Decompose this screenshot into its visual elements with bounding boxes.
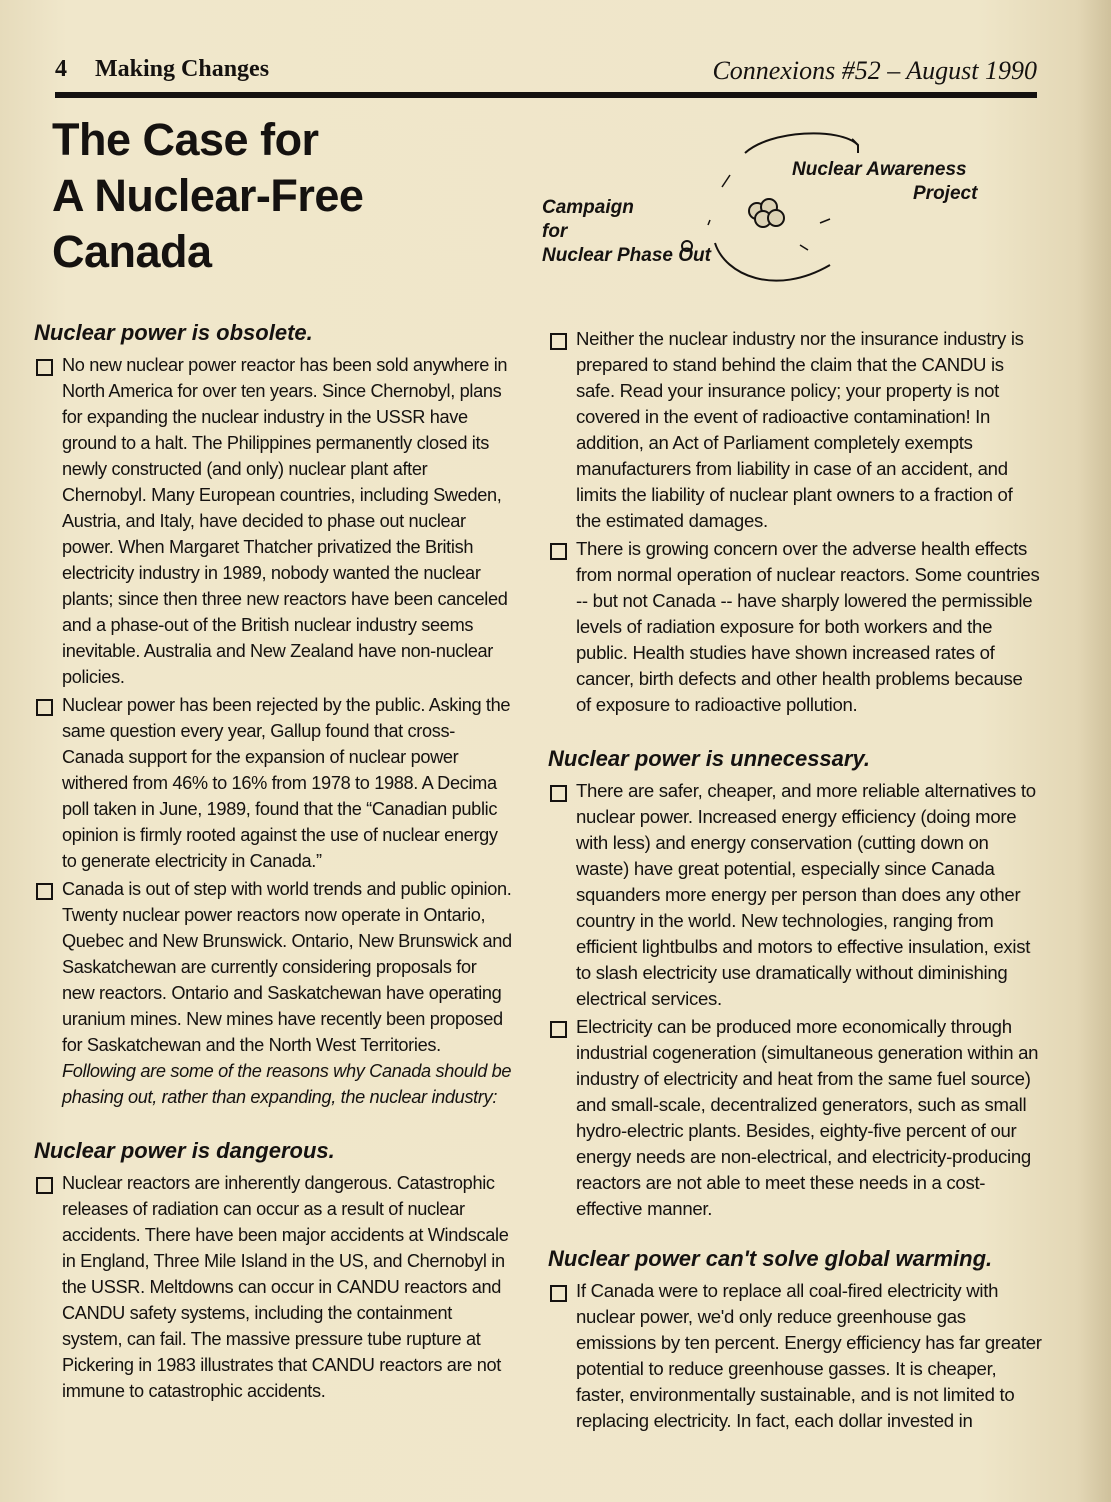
title-line: The Case for [52, 114, 319, 165]
page-header [55, 56, 1037, 90]
item-text: Electricity can be produced more economically through industrial cogeneration (simultaneous generation within an industry of electricity and heat from the same fuel source) and small-scale, decentralized generators, such as small hydro-electric plants. Besides, eighty-five percent of our energy needs are non-electrical, and electricity-producing reactors are not able to meet these needs in a cost-effective manner. [576, 1016, 1039, 1219]
item-text-main: Canada is out of step with world trends and public opinion. Twenty nuclear power reactors now operate in Ontario, Quebec and New Brunswick. Ontario, New Brunswick and Saskatchewan are currently considering proposals for new reactors. Ontario and Saskatchewan have operating uranium mines. New mines have recently been proposed for Saskatchewan and the North West Territories. [62, 879, 512, 1055]
logo-text: Nuclear Awareness [792, 159, 967, 180]
section-heading: Nuclear power is obsolete. [34, 320, 313, 345]
checkbox-icon [550, 543, 567, 560]
title-line: Canada [52, 226, 212, 277]
logo-text: for [542, 221, 568, 242]
checkbox-icon [550, 1021, 567, 1038]
checkbox-icon [550, 1285, 567, 1302]
section-heading: Nuclear power is dangerous. [34, 1138, 335, 1163]
item-text: No new nuclear power reactor has been sold anywhere in North America for over ten years. Since Chernobyl, plans for expanding the nuclear industry in the USSR have ground to a halt. The Philippines permanently closed its newly constructed (and only) nuclear plant after Chernobyl. Many European countries, including Sweden, Austria, and Italy, have decided to phase out nuclear power. When Margaret Thatcher privatized the British electricity industry in 1989, nobody wanted the nuclear plants; since then three new reactors have been canceled and a phase-out of the British nuclear industry seems inevitable. Australia and New Zealand have non-nuclear policies. [62, 355, 508, 687]
list-item [548, 1014, 1042, 1222]
list-item [34, 352, 512, 690]
article-title [52, 112, 522, 280]
item-text: There are safer, cheaper, and more reliable alternatives to nuclear power. Increased energy efficiency (doing more with less) and energy conservation (cutting down on waste) have great potential, especially since Canada squanders more energy per person than does any other country in the world. New technologies, ranging from efficient lightbulbs and motors to effective insulation, exist to slash electricity use dramatically without diminishing electrical services. [576, 780, 1036, 1009]
list-item [548, 536, 1042, 718]
section-heading: Nuclear power is unnecessary. [548, 746, 870, 771]
list-item [34, 876, 512, 1110]
logo-text: Campaign [542, 197, 634, 218]
item-text: If Canada were to replace all coal-fired electricity with nuclear power, we'd only reduce greenhouse gas emissions by ten percent. Energy efficiency has far greater potential to reduce greenhouse gasses. It is cheaper, faster, environmentally sustainable, and is not limited to replacing electricity. In fact, each dollar invested in [576, 1280, 1042, 1431]
checkbox-icon [36, 359, 53, 376]
item-text [62, 876, 512, 1110]
header-rule [55, 92, 1037, 98]
list-item [34, 1170, 512, 1404]
section-heading: Nuclear power can't solve global warming. [548, 1246, 993, 1271]
item-text: Nuclear reactors are inherently dangerous. Catastrophic releases of radiation can occur as a result of nuclear accidents. There have been major accidents at Windscale in England, Three Mile Island in the US, and Chernobyl in the USSR. Meltdowns can occur in CANDU reactors and CANDU safety systems, including the containment system, can fail. The massive pressure tube rupture at Pickering in 1983 illustrates that CANDU reactors are not immune to catastrophic accidents. [62, 1173, 509, 1401]
checkbox-icon [36, 699, 53, 716]
issue-label: Connexions #52 – August 1990 [712, 56, 1037, 85]
campaign-logo [540, 125, 1000, 300]
checkbox-icon [550, 333, 567, 350]
checkbox-icon [36, 1177, 53, 1194]
section-name: Making Changes [95, 56, 270, 82]
list-item [548, 326, 1042, 534]
title-line: A Nuclear-Free [52, 170, 364, 221]
spacer [548, 720, 1042, 746]
list-item [548, 778, 1042, 1012]
item-text: Neither the nuclear industry nor the insurance industry is prepared to stand behind the claim that the CANDU is safe. Read your insurance policy; your property is not covered in the event of radioactive contamination! In addition, an Act of Parliament completely exempts manufacturers from liability in case of an accident, and limits the liability of nuclear plant owners to a fraction of the estimated damages. [576, 328, 1024, 531]
page-number: 4 [55, 56, 67, 82]
checkbox-icon [36, 883, 53, 900]
item-text: There is growing concern over the adverse health effects from normal operation of nuclear reactors. Some countries -- but not Canada -- have sharply lowered the permissible levels of radiation exposure for both workers and the public. Health studies have shown increased rates of cancer, birth defects and other health problems because of exposure to radioactive pollution. [576, 538, 1040, 715]
list-item [548, 1278, 1042, 1434]
spacer [34, 1112, 512, 1138]
logo-text: Project [913, 183, 978, 204]
item-text-italic: Following are some of the reasons why Canada should be phasing out, rather than expanding, the nuclear industry: [62, 1061, 512, 1107]
logo-text: Nuclear Phase Out [542, 245, 711, 266]
checkbox-icon [550, 785, 567, 802]
left-column [34, 320, 512, 1406]
list-item [34, 692, 512, 874]
right-column [548, 326, 1042, 1436]
item-text: Nuclear power has been rejected by the public. Asking the same question every year, Gallup found that cross-Canada support for the expansion of nuclear power withered from 46% to 16% from 1978 to 1988. A Decima poll taken in June, 1989, found that the “Canadian public opinion is firmly rooted against the use of nuclear energy to generate electricity in Canada.” [62, 695, 511, 871]
spacer [548, 1224, 1042, 1246]
